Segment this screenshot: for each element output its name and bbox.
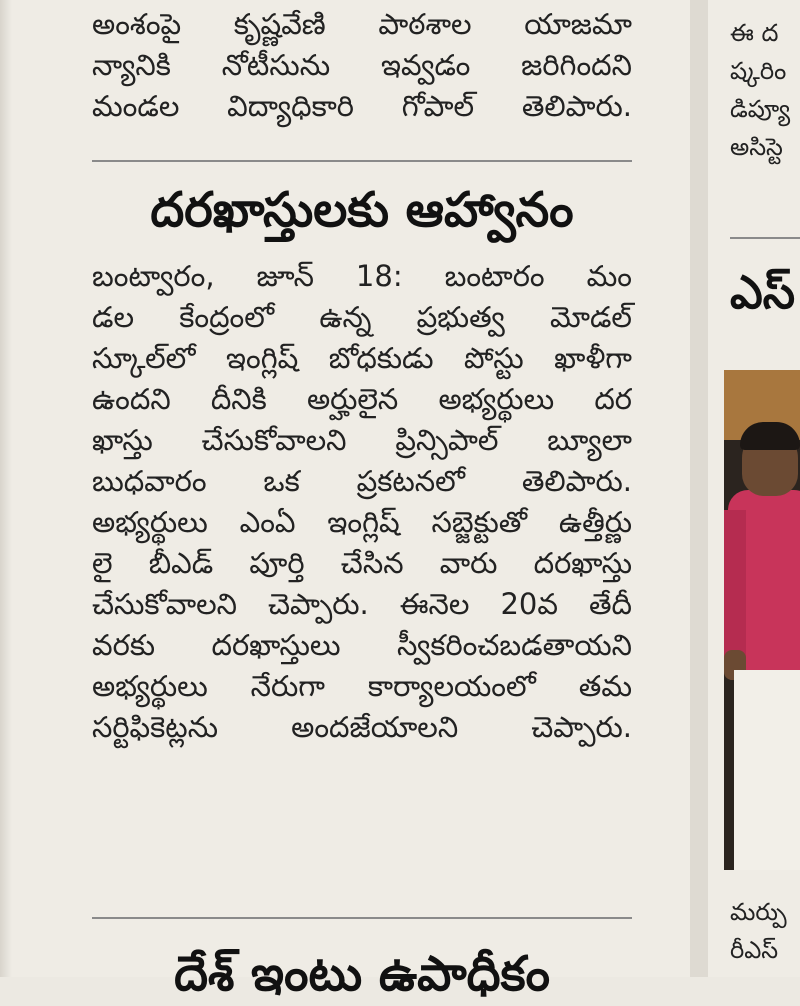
text-line: వరకు దరఖాస్తులు స్వీకరించబడతాయని bbox=[92, 628, 632, 662]
text-line: రీఎస్ bbox=[730, 936, 779, 964]
text-line: మర్పు bbox=[730, 898, 787, 926]
right-column bbox=[708, 0, 800, 977]
text-line: డల కేంద్రంలో ఉన్న ప్రభుత్వ మోడల్ bbox=[92, 300, 632, 334]
text-line: అంశంపై కృష్ణవేణి పాఠశాల యాజమా bbox=[92, 7, 632, 41]
text-line: చేసుకోవాలని చెప్పారు. ఈనెల 20వ తేదీ bbox=[92, 587, 632, 621]
section-divider bbox=[730, 237, 800, 239]
person-dhoti bbox=[734, 670, 800, 870]
page-edge bbox=[0, 0, 12, 977]
text-line: మండల విద్యాధికారి గోపాల్ తెలిపారు. bbox=[92, 89, 632, 123]
previous-article-text bbox=[92, 4, 632, 127]
article-headline: దరఖాస్తులకు ఆహ్వానం bbox=[150, 182, 574, 238]
section-divider bbox=[92, 160, 632, 162]
next-article-headline: దేశ్ ఇంటు ఉపాధీకం bbox=[174, 946, 550, 1002]
text-line: సర్టిఫికెట్లను అందజేయాలని చెప్పారు. bbox=[92, 710, 632, 744]
text-line: అసిస్టె bbox=[730, 133, 783, 161]
text-line: బంట్వారం, జూన్ 18: బంటారం మం bbox=[92, 259, 632, 293]
right-headline: ఎస్ bbox=[730, 265, 795, 319]
text-line: డిప్యూ bbox=[730, 95, 791, 123]
person-hair bbox=[740, 422, 800, 450]
text-line: స్కూల్‌లో ఇంగ్లిష్ బోధకుడు పోస్టు ఖాళీగా bbox=[92, 341, 632, 375]
text-line: ఉందని దీనికి అర్హులైన అభ్యర్థులు దర bbox=[92, 382, 632, 416]
person-arm bbox=[724, 510, 746, 660]
text-line: ఖాస్తు చేసుకోవాలని ప్రిన్సిపాల్ బ్యూలా bbox=[92, 423, 632, 457]
text-line: ష్కరిం bbox=[730, 57, 787, 85]
text-line: బుధవారం ఒక ప్రకటనలో తెలిపారు. bbox=[92, 464, 632, 498]
photo-caption bbox=[730, 893, 800, 969]
text-line: ఈ ద bbox=[730, 19, 779, 47]
text-line: అభ్యర్థులు ఎంఏ ఇంగ్లిష్ సబ్జెక్టుతో ఉత్తీర్ణు bbox=[92, 505, 632, 539]
right-article-text bbox=[730, 14, 800, 166]
text-line: అభ్యర్థులు నేరుగా కార్యాలయంలో తమ bbox=[92, 669, 632, 703]
section-divider bbox=[92, 917, 632, 919]
column-gutter bbox=[690, 0, 708, 977]
text-line: న్యానికి నోటీసును ఇవ్వడం జరిగిందని bbox=[92, 48, 632, 82]
news-photo bbox=[724, 370, 800, 870]
article-body bbox=[92, 256, 632, 748]
text-line: లై బీఎడ్ పూర్తి చేసిన వారు దరఖాస్తు bbox=[92, 546, 632, 580]
